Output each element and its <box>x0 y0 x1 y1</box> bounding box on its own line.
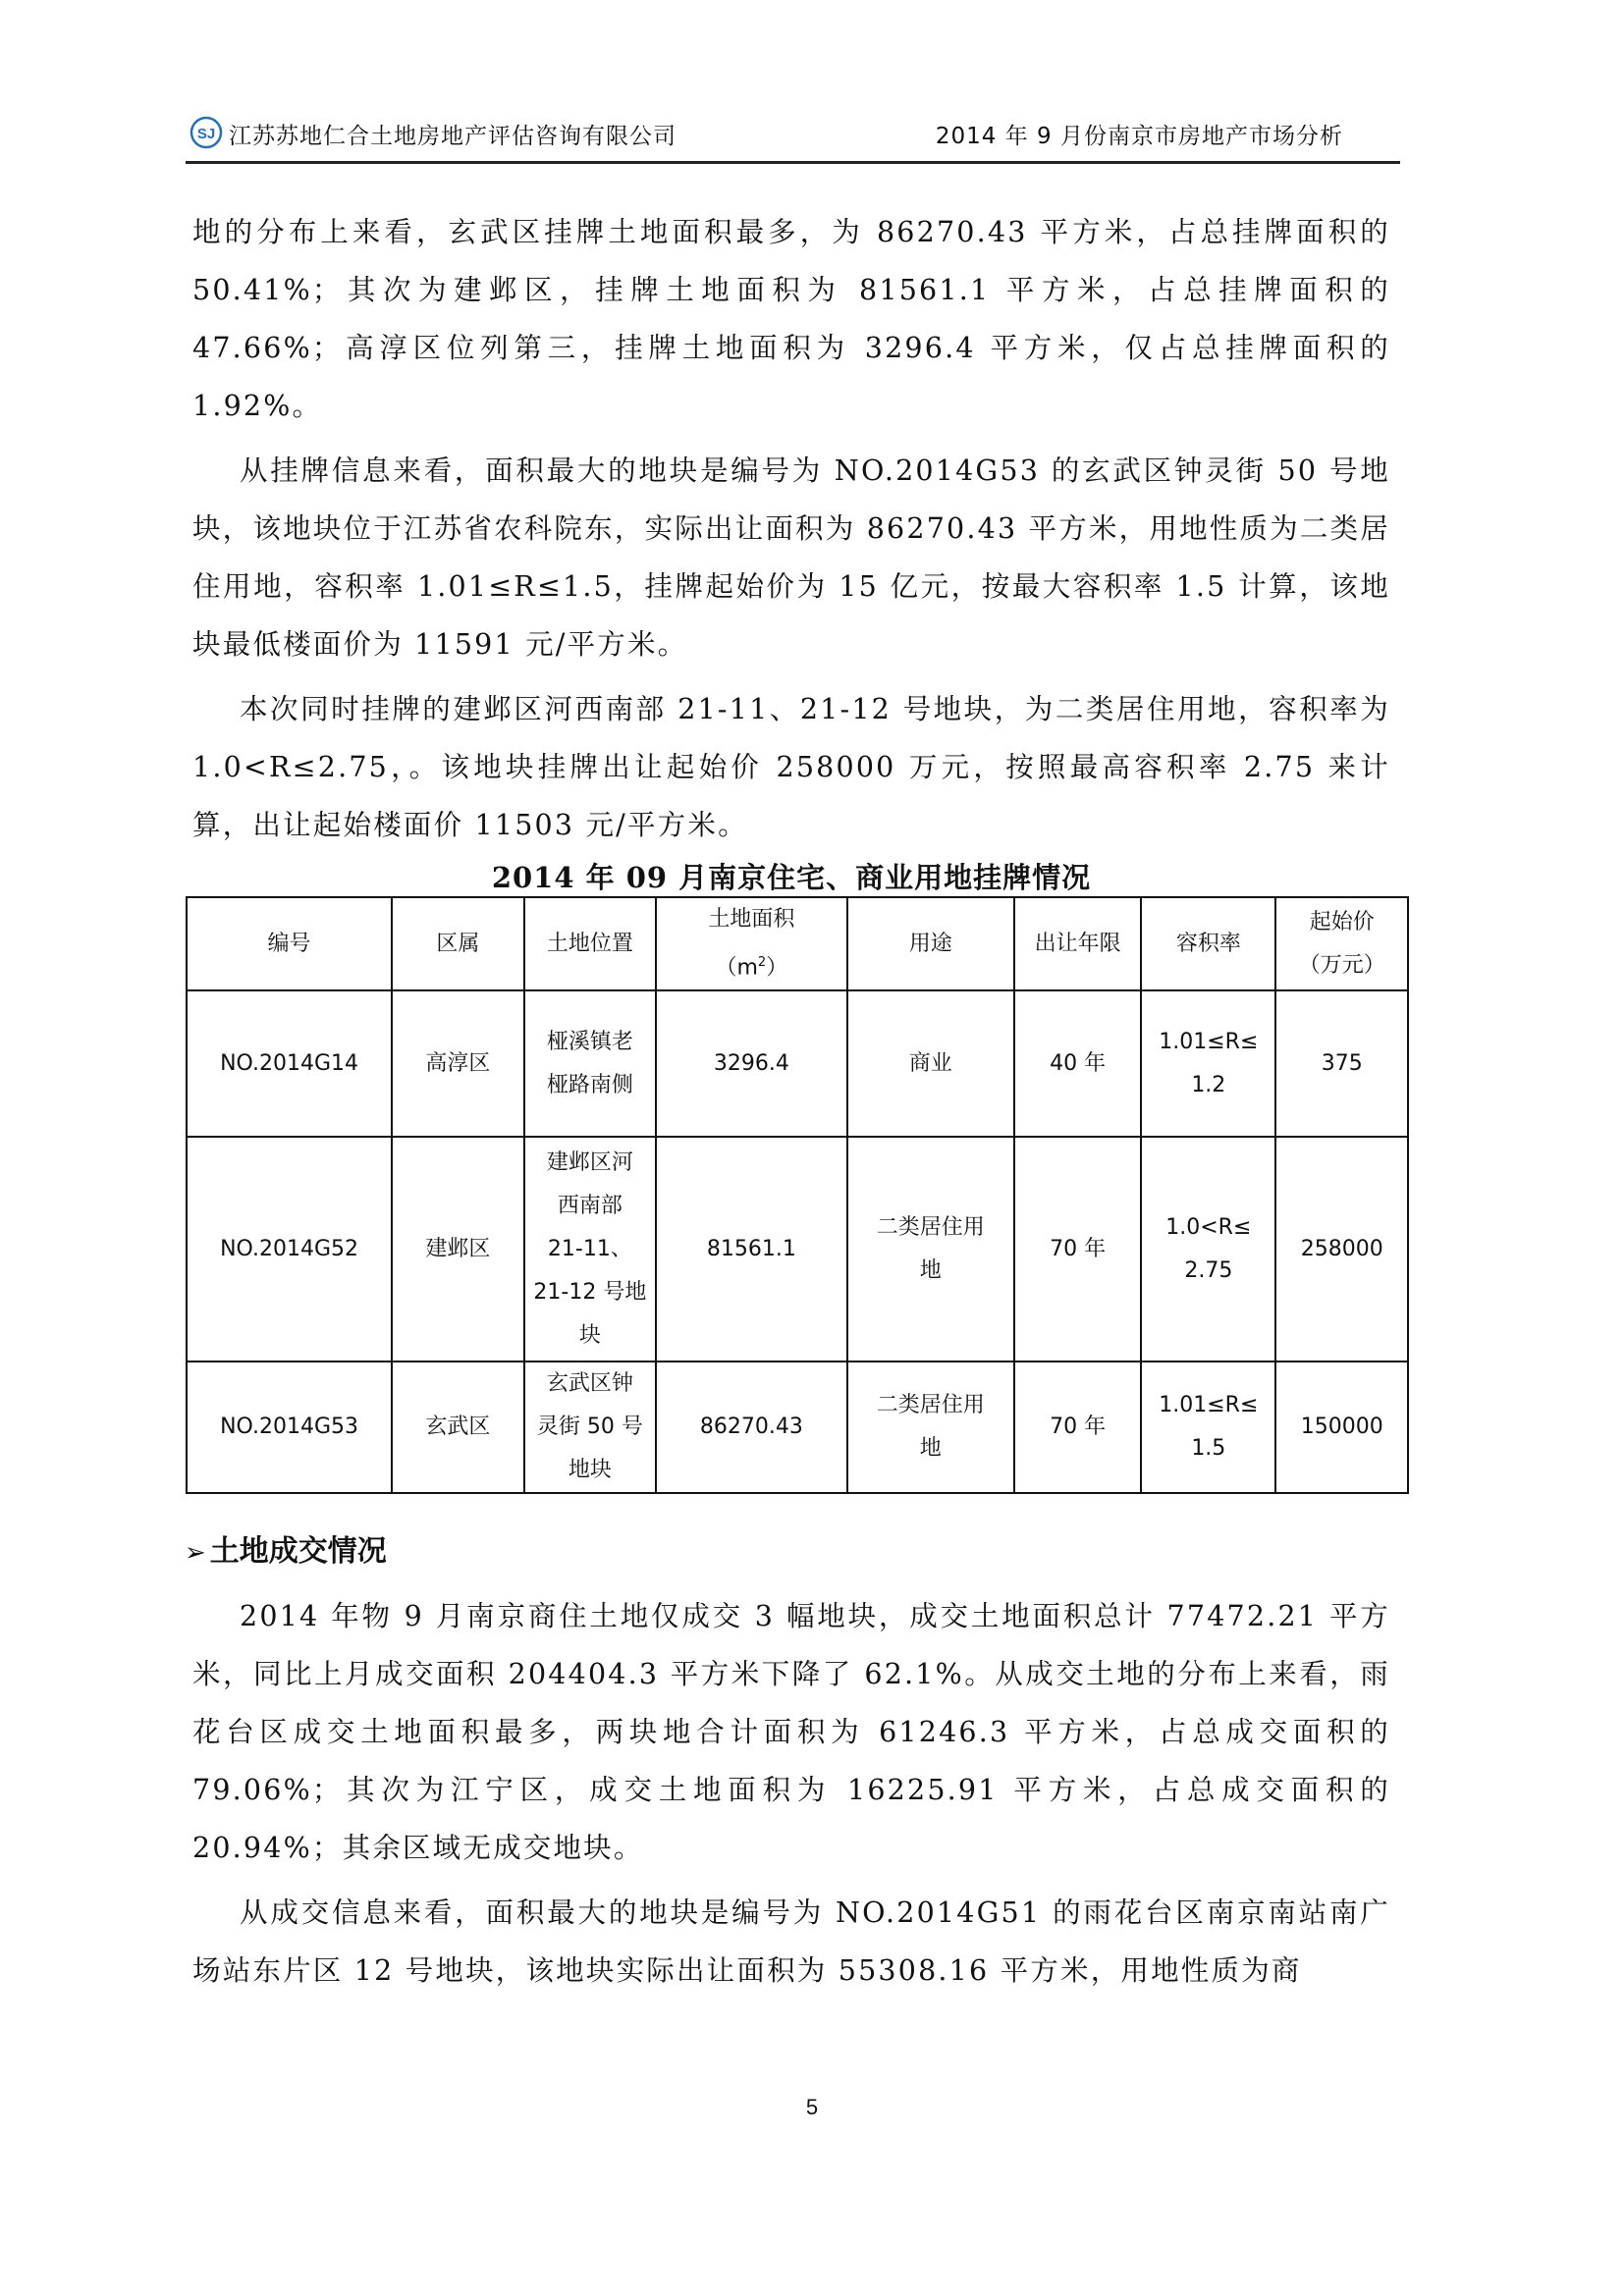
page-header <box>186 110 1400 164</box>
header-price-label: 起始价 <box>1309 909 1375 934</box>
logo-text: SJ <box>196 126 216 142</box>
cell-code: NO.2014G14 <box>187 990 392 1137</box>
table-row <box>187 1137 1408 1362</box>
cell-code: NO.2014G53 <box>187 1362 392 1493</box>
cell-district: 建邺区 <box>392 1137 524 1362</box>
cell-price: 150000 <box>1275 1362 1408 1493</box>
table-title: 2014 年 09 月南京住宅、商业用地挂牌情况 <box>491 861 1092 894</box>
header-far: 容积率 <box>1141 897 1275 990</box>
section-heading-text: 土地成交情况 <box>209 1534 387 1570</box>
paragraph-jianye-plot: 本次同时挂牌的建邺区河西南部 21-11、21-12 号地块，为二类居住用地，容积率为 1.0<R≤2.75，。该地块挂牌出让起始价 258000 万元，按照最高容积率 2.75 来计算，出让起始楼面价 11503 元/平方米。 <box>192 693 1390 841</box>
cell-far: 1.01≤R≤ 1.5 <box>1141 1362 1275 1493</box>
header-area-label: 土地面积 <box>708 907 795 932</box>
cell-term: 40 年 <box>1014 990 1141 1137</box>
cell-term: 70 年 <box>1014 1362 1141 1493</box>
header-district: 区属 <box>392 897 524 990</box>
cell-term: 70 年 <box>1014 1137 1141 1362</box>
header-location: 土地位置 <box>524 897 657 990</box>
paragraph-largest-listed-plot: 从挂牌信息来看，面积最大的地块是编号为 NO.2014G53 的玄武区钟灵街 50 号地块，该地块位于江苏省农科院东，实际出让面积为 86270.43 平方米，用地性质为二类居住用地，容积率 1.01≤R≤1.5，挂牌起始价为 15 亿元，按最大容积率 1.5 计算，该地块最低楼面价为 11591 元/平方米。 <box>192 454 1390 661</box>
header-area <box>656 897 846 990</box>
arrow-bullet-icon: ➢ <box>185 1538 206 1569</box>
cell-location: 建邺区河 西南部 21-11、 21-12 号地 块 <box>524 1137 657 1362</box>
table-row <box>187 1362 1408 1493</box>
header-code: 编号 <box>187 897 392 990</box>
page-body <box>185 203 1390 2000</box>
cell-code: NO.2014G52 <box>187 1137 392 1362</box>
header-price-unit: （万元） <box>1298 952 1385 978</box>
cell-far: 1.01≤R≤ 1.2 <box>1141 990 1275 1137</box>
cell-usage: 二类居住用 地 <box>847 1362 1014 1493</box>
cell-price: 375 <box>1275 990 1408 1137</box>
cell-price: 258000 <box>1275 1137 1408 1362</box>
cell-area: 81561.1 <box>656 1137 846 1362</box>
paragraph-listing-distribution: 地的分布上来看，玄武区挂牌土地面积最多，为 86270.43 平方米，占总挂牌面积的 50.41%；其次为建邺区，挂牌土地面积为 81561.1 平方米，占总挂牌面积的 47.66%；高淳区位列第三，挂牌土地面积为 3296.4 平方米，仅占总挂牌面积的 1.92%。 <box>192 216 1390 422</box>
cell-location: 桠溪镇老 桠路南侧 <box>524 990 657 1137</box>
report-title: 2014 年 9 月份南京市房地产市场分析 <box>935 124 1343 149</box>
company-name: 江苏苏地仁合土地房地产评估咨询有限公司 <box>229 124 677 149</box>
table-row <box>187 990 1408 1137</box>
cell-usage: 二类居住用 地 <box>847 1137 1014 1362</box>
cell-area: 3296.4 <box>656 990 846 1137</box>
paragraph-largest-transaction: 从成交信息来看，面积最大的地块是编号为 NO.2014G51 的雨花台区南京南站南广场站东片区 12 号地块，该地块实际出让面积为 55308.16 平方米，用地性质为商 <box>192 1896 1390 1988</box>
cell-usage: 商业 <box>847 990 1014 1137</box>
land-listing-table <box>186 896 1409 1494</box>
company-logo-icon <box>189 116 223 149</box>
header-price <box>1275 897 1408 990</box>
paragraph-transaction-summary: 2014 年物 9 月南京商住土地仅成交 3 幅地块，成交土地面积总计 77472.21 平方米，同比上月成交面积 204404.3 平方米下降了 62.1%。从成交土地的分布上来看，雨花台区成交土地面积最多，两块地合计面积为 61246.3 平方米，占总成交面积的 79.06%；其次为江宁区，成交土地面积为 16225.91 平方米，占总成交面积的 20.94%；其余区域无成交地块。 <box>192 1600 1390 1865</box>
header-area-unit: $(m^2)$ <box>715 955 788 981</box>
cell-location: 玄武区钟 灵街 50 号 地块 <box>524 1362 657 1493</box>
section-heading <box>185 1527 1390 1577</box>
cell-area: 86270.43 <box>656 1362 846 1493</box>
page-number: 5 <box>805 2095 819 2119</box>
header-term: 出让年限 <box>1014 897 1141 990</box>
cell-far: 1.0<R≤ 2.75 <box>1141 1137 1275 1362</box>
cell-district: 玄武区 <box>392 1362 524 1493</box>
cell-district: 高淳区 <box>392 990 524 1137</box>
table-header-row <box>187 897 1408 990</box>
header-usage: 用途 <box>847 897 1014 990</box>
